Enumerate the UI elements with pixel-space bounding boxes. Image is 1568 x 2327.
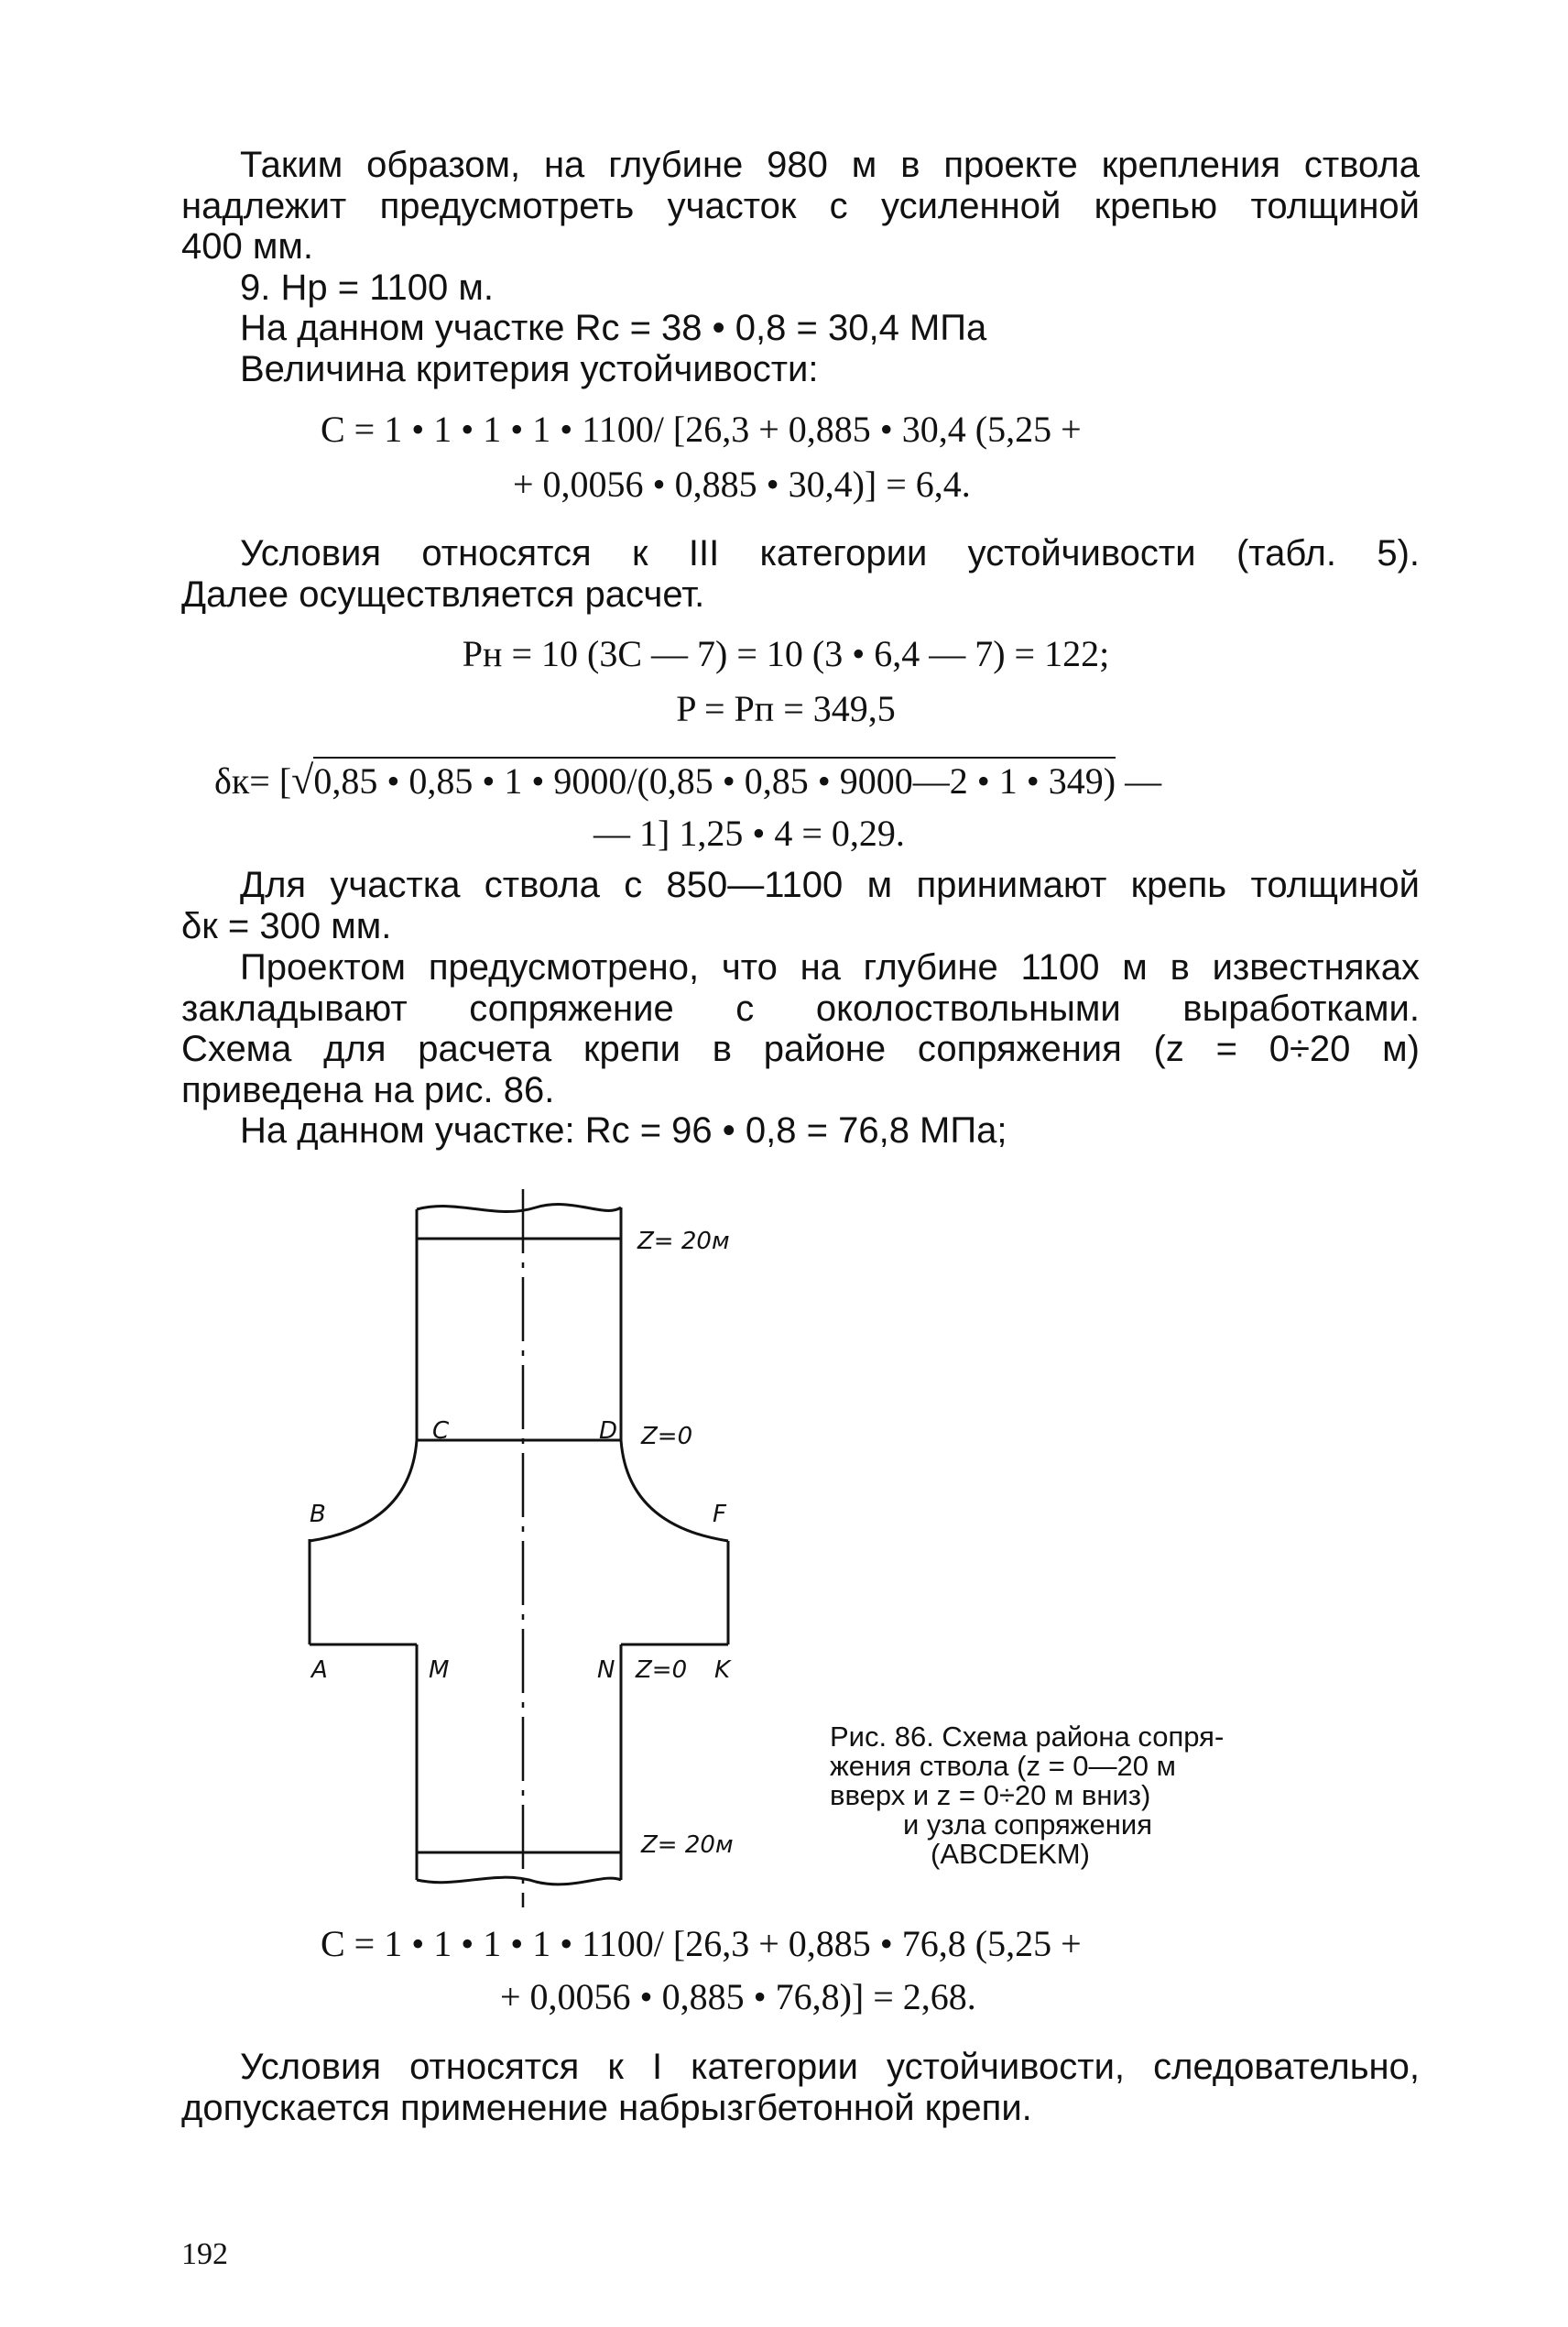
item-9-rc: На данном участке Rс = 38 • 0,8 = 30,4 МПа — [240, 308, 987, 348]
text-line: Проектом предусмотрено, что на глубине 1100 м в известняках — [240, 947, 1420, 988]
formula-p: P = Pп = 349,5 — [676, 688, 896, 729]
label-n: N — [597, 1656, 615, 1684]
text-line: Схема для расчета крепи в районе сопряжения (z = 0÷20 м) — [181, 1029, 1420, 1069]
label-k: K — [714, 1656, 731, 1684]
formula-pn: Pн = 10 (3C — 7) = 10 (3 • 6,4 — 7) = 122; — [462, 633, 1110, 674]
label-z0-top: Z=0 — [641, 1423, 693, 1450]
formula-delta-k-end: — — [1116, 760, 1162, 802]
text-line: приведена на рис. 86. — [181, 1069, 555, 1110]
radical-sign: √ — [291, 758, 314, 803]
label-z20-bottom: Z= 20м — [641, 1831, 734, 1859]
text-line: δк = 300 мм. — [181, 905, 392, 946]
formula-c2-line1: C = 1 • 1 • 1 • 1 • 1100/ [26,3 + 0,885 • 76,8 (5,25 + — [321, 1923, 1082, 1964]
text-line: Далее осуществляется расчет. — [181, 574, 705, 615]
figure-86-caption — [830, 1722, 1288, 1869]
upper-shaft-top-break — [417, 1205, 621, 1212]
item-9-depth: 9. Hр = 1100 м. — [240, 268, 494, 308]
formula-delta-k-start: δк= [ — [214, 760, 292, 802]
caption-line: (ABCDEKM) — [931, 1838, 1090, 1870]
label-a: A — [311, 1656, 328, 1684]
text-line: 400 мм. — [181, 226, 313, 267]
label-m: M — [429, 1656, 450, 1684]
formula-c2-line2: + 0,0056 • 0,885 • 76,8)] = 2,68. — [500, 1976, 976, 2017]
label-d: D — [599, 1417, 618, 1445]
lower-shaft-bottom-break — [417, 1877, 621, 1885]
label-f: F — [713, 1501, 726, 1528]
formula-delta-k-line2: — 1] 1,25 • 4 = 0,29. — [593, 813, 905, 854]
caption-line: вверх и z = 0÷20 м вниз) — [830, 1779, 1151, 1811]
text-line: закладывают сопряжение с околоствольными выработками. — [181, 988, 1420, 1029]
paragraph-rc-76-8: На данном участке: Rс = 96 • 0,8 = 76,8 МПа; — [240, 1110, 1007, 1151]
paragraph-category-i — [181, 2047, 1420, 2128]
caption-line: и узла сопряжения — [903, 1808, 1152, 1841]
caption-line: Рис. 86. Схема района сопря- — [830, 1721, 1225, 1753]
caption-line: жения ствола (z = 0—20 м — [830, 1750, 1176, 1782]
label-z20-top: Z= 20м — [637, 1228, 730, 1255]
text-line: допускается применение набрызгбетонной крепи. — [181, 2087, 1032, 2128]
text-line: Условия относятся к I категории устойчивости, следовательно, — [240, 2047, 1420, 2087]
text-line: Условия относятся к III категории устойчивости (табл. 5). — [240, 533, 1420, 574]
label-c: C — [432, 1417, 450, 1445]
item-9-criterion: Величина критерия устойчивости: — [240, 349, 819, 389]
formula-c1-line1: C = 1 • 1 • 1 • 1 • 1100/ [26,3 + 0,885 • 30,4 (5,25 + — [321, 409, 1082, 450]
text-line: Таким образом, на глубине 980 м в проекте крепления ствола — [240, 145, 1420, 185]
label-z0-bottom: Z=0 — [636, 1656, 688, 1684]
page-number: 192 — [181, 2237, 228, 2271]
formula-c1-line2: + 0,0056 • 0,885 • 30,4)] = 6,4. — [513, 464, 971, 505]
text-line: Для участка ствола с 850—1100 м принимают крепь толщиной — [240, 865, 1420, 905]
label-b: B — [310, 1501, 326, 1528]
formula-delta-k-radicand: 0,85 • 0,85 • 1 • 9000/(0,85 • 0,85 • 9000—2 • 1 • 349) — [313, 757, 1116, 802]
text-line: надлежит предусмотреть участок с усиленной крепью толщиной — [181, 185, 1420, 226]
